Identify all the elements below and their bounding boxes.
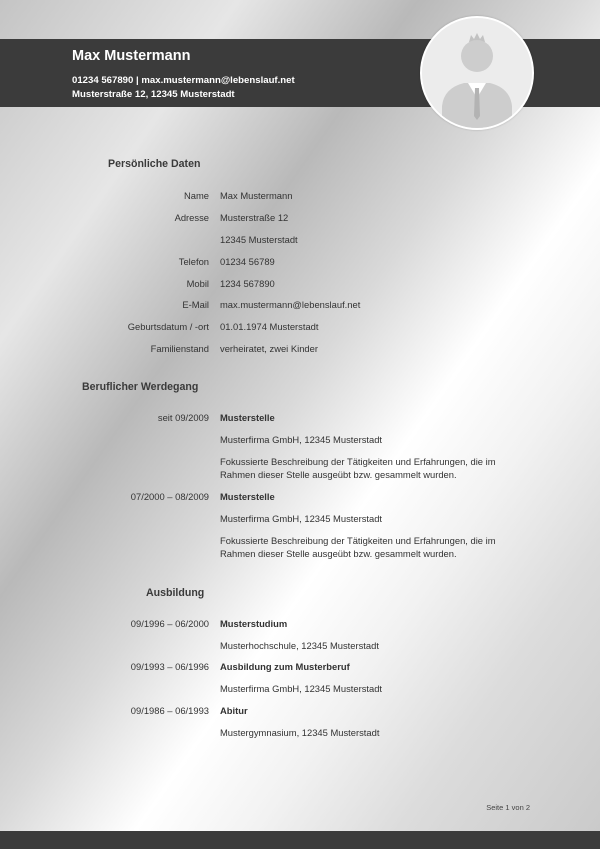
section-title-personal: Persönliche Daten <box>108 158 201 170</box>
footer-bar <box>0 831 600 849</box>
career-description: Fokussierte Beschreibung der Tätigkeiten und Erfahrungen, die im Rahmen dieser Stelle ausgeübt bzw. gesammelt wurden. <box>220 535 496 559</box>
value-street: Musterstraße 12 <box>220 212 289 223</box>
page-number: Seite 1 von 2 <box>486 803 530 812</box>
education-degree: Musterstudium <box>220 618 288 629</box>
value-mobile: 1234 567890 <box>220 278 275 289</box>
value-email: max.mustermann@lebenslauf.net <box>220 299 361 310</box>
education-degree: Abitur <box>220 705 248 716</box>
education-degree: Ausbildung zum Musterberuf <box>220 661 350 672</box>
section-title-education: Ausbildung <box>146 587 205 599</box>
label-address: Adresse <box>174 212 209 223</box>
label-email: E-Mail <box>182 299 209 310</box>
value-name: Max Mustermann <box>220 190 293 201</box>
section-title-career: Beruflicher Werdegang <box>82 381 199 393</box>
avatar-placeholder-icon <box>420 16 534 130</box>
career-period: 07/2000 – 08/2009 <box>130 491 209 502</box>
label-marital: Familienstand <box>150 343 209 354</box>
education-institution: Musterfirma GmbH, 12345 Musterstadt <box>220 683 383 694</box>
label-birth: Geburtsdatum / -ort <box>127 321 209 332</box>
career-position: Musterstelle <box>220 412 275 423</box>
career-description: Fokussierte Beschreibung der Tätigkeiten und Erfahrungen, die im Rahmen dieser Stelle ausgeübt bzw. gesammelt wurden. <box>220 456 496 480</box>
value-marital: verheiratet, zwei Kinder <box>220 343 318 354</box>
education-period: 09/1996 – 06/2000 <box>130 618 209 629</box>
education-period: 09/1986 – 06/1993 <box>130 705 209 716</box>
value-phone: 01234 56789 <box>220 256 275 267</box>
address-line: Musterstraße 12, 12345 Musterstadt <box>72 89 235 100</box>
career-company: Musterfirma GmbH, 12345 Musterstadt <box>220 513 383 524</box>
career-company: Musterfirma GmbH, 12345 Musterstadt <box>220 434 383 445</box>
label-mobile: Mobil <box>186 278 209 289</box>
career-position: Musterstelle <box>220 491 275 502</box>
value-birth: 01.01.1974 Musterstadt <box>220 321 319 332</box>
education-institution: Mustergymnasium, 12345 Musterstadt <box>220 727 380 738</box>
education-period: 09/1993 – 06/1996 <box>130 661 209 672</box>
cv-name: Max Mustermann <box>72 48 191 64</box>
contact-line: 01234 567890 | max.mustermann@lebenslauf.net <box>72 75 295 86</box>
label-name: Name <box>183 190 209 201</box>
education-institution: Musterhochschule, 12345 Musterstadt <box>220 640 379 651</box>
value-city: 12345 Musterstadt <box>220 234 298 245</box>
career-period: seit 09/2009 <box>157 412 209 423</box>
label-phone: Telefon <box>178 256 209 267</box>
